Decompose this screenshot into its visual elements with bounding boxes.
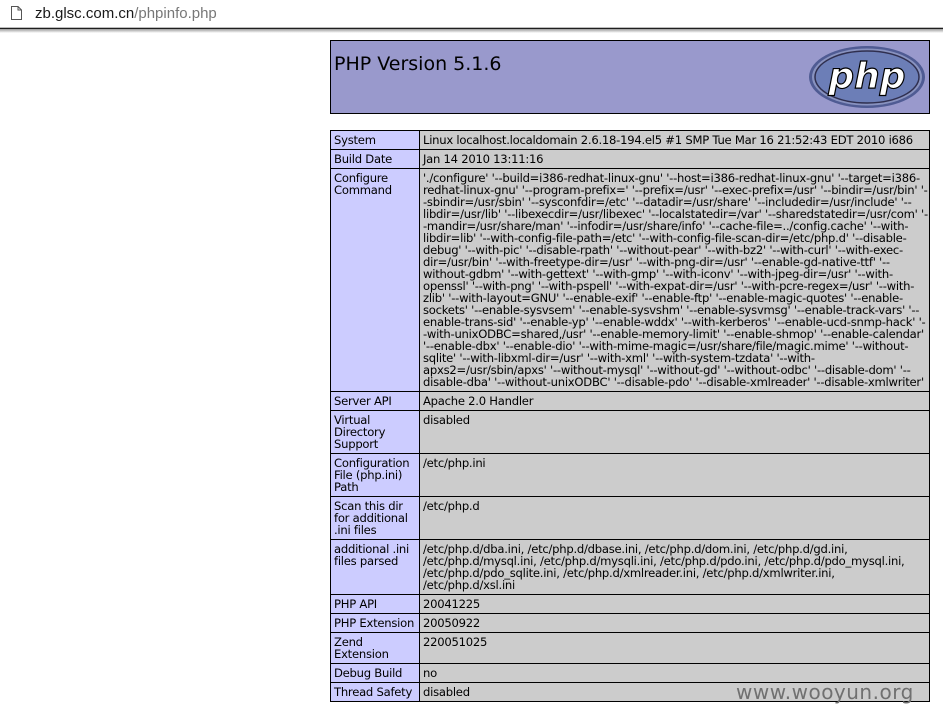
- table-row: [331, 131, 930, 150]
- row-label-config-file-path: Configuration File (php.ini) Path: [331, 454, 420, 497]
- row-value-system: Linux localhost.localdomain 2.6.18-194.el5 #1 SMP Tue Mar 16 21:52:43 EDT 2010 i686: [420, 131, 930, 150]
- table-row: [331, 150, 930, 169]
- row-value-php-api: 20041225: [420, 595, 930, 614]
- url-field[interactable]: [35, 5, 217, 22]
- toolbar-shadow: [0, 29, 943, 33]
- url-path: /phpinfo.php: [134, 5, 217, 22]
- table-row: [331, 392, 930, 411]
- row-label-server-api: Server API: [331, 392, 420, 411]
- table-row: [331, 169, 930, 392]
- row-value-build-date: Jan 14 2010 13:11:16: [420, 150, 930, 169]
- row-label-debug-build: Debug Build: [331, 664, 420, 683]
- table-row: [331, 411, 930, 454]
- url-host: zb.glsc.com.cn: [35, 5, 135, 22]
- row-label-php-extension: PHP Extension: [331, 614, 420, 633]
- table-row: [331, 454, 930, 497]
- row-value-thread-safety: disabled: [420, 683, 930, 702]
- table-row: [331, 497, 930, 540]
- row-value-zend-extension: 220051025: [420, 633, 930, 664]
- row-value-additional-ini: /etc/php.d/dba.ini, /etc/php.d/dbase.ini, /etc/php.d/dom.ini, /etc/php.d/gd.ini, /etc/php.d/mysql.ini, /etc/php.d/mysqli.ini, /etc/php.d/pdo.ini, /etc/php.d/pdo_mysql.ini, /etc/php.d/pdo_sqlite.ini, /etc/php.d/xmlreader.ini, /etc/php.d/xmlwriter.ini, /etc/php.d/xsl.ini: [420, 540, 930, 595]
- info-table: [330, 130, 930, 702]
- row-label-system: System: [331, 131, 420, 150]
- table-row: [331, 614, 930, 633]
- address-bar-inner: [0, 0, 943, 28]
- row-label-build-date: Build Date: [331, 150, 420, 169]
- document-icon: [11, 6, 22, 20]
- row-value-server-api: Apache 2.0 Handler: [420, 392, 930, 411]
- table-row: [331, 595, 930, 614]
- row-value-config-file-path: /etc/php.ini: [420, 454, 930, 497]
- row-label-virtual-directory: Virtual Directory Support: [331, 411, 420, 454]
- row-label-thread-safety: Thread Safety: [331, 683, 420, 702]
- row-label-additional-ini: additional .ini files parsed: [331, 540, 420, 595]
- php-logo-text: php: [828, 56, 906, 97]
- row-value-scan-dir: /etc/php.d: [420, 497, 930, 540]
- row-value-configure-command: './configure' '--build=i386-redhat-linux-gnu' '--host=i386-redhat-linux-gnu' '--target=i386-redhat-linux-gnu' '--program-prefix=' '--prefix=/usr' '--exec-prefix=/usr' '--bindir=/usr/bin' '--sbindir=/usr/sbin' '--sysconfdir=/etc' '--datadir=/usr/share' '--includedir=/usr/include' '--libdir=/usr/lib' '--libexecdir=/usr/libexec' '--localstatedir=/var' '--sharedstatedir=/usr/com' '--mandir=/usr/share/man' '--infodir=/usr/share/info' '--cache-file=../config.cache' '--with-libdir=lib' '--with-config-file-path=/etc' '--with-config-file-scan-dir=/etc/php.d' '--disable-debug' '--with-pic' '--disable-rpath' '--without-pear' '--with-bz2' '--with-curl' '--with-exec-dir=/usr/bin' '--with-freetype-dir=/usr' '--with-png-dir=/usr' '--enable-gd-native-ttf' '--without-gdbm' '--with-gettext' '--with-gmp' '--with-iconv' '--with-jpeg-dir=/usr' '--with-openssl' '--with-png' '--with-pspell' '--with-expat-dir=/usr' '--with-pcre-regex=/usr' '--with-zlib' '--with-layout=GNU' '--enable-exif' '--enable-ftp' '--enable-magic-quotes' '--enable-sockets' '--enable-sysvsem' '--enable-sysvshm' '--enable-sysvmsg' '--enable-track-vars' '--enable-trans-sid' '--enable-yp' '--enable-wddx' '--with-kerberos' '--enable-ucd-snmp-hack' '--with-unixODBC=shared,/usr' '--enable-memory-limit' '--enable-shmop' '--enable-calendar' '--enable-dbx' '--enable-dio' '--with-mime-magic=/usr/share/file/magic.mime' '--without-sqlite' '--with-libxml-dir=/usr' '--with-xml' '--with-system-tzdata' '--with-apxs2=/usr/sbin/apxs' '--without-mysql' '--without-gd' '--without-odbc' '--disable-dom' '--disable-dba' '--without-unixODBC' '--disable-pdo' '--disable-xmlreader' '--disable-xmlwriter': [420, 169, 930, 392]
- watermark: www.wooyun.org: [736, 680, 914, 704]
- row-value-virtual-directory: disabled: [420, 411, 930, 454]
- php-version-title: PHP Version 5.1.6: [334, 53, 502, 75]
- row-label-php-api: PHP API: [331, 595, 420, 614]
- table-row: [331, 633, 930, 664]
- row-label-zend-extension: Zend Extension: [331, 633, 420, 664]
- address-bar: [0, 0, 943, 29]
- row-value-debug-build: no: [420, 664, 930, 683]
- row-value-php-extension: 20050922: [420, 614, 930, 633]
- php-header: [330, 40, 930, 114]
- table-row: [331, 540, 930, 595]
- row-label-configure-command: Configure Command: [331, 169, 420, 392]
- row-label-scan-dir: Scan this dir for additional .ini files: [331, 497, 420, 540]
- php-logo: [807, 44, 927, 110]
